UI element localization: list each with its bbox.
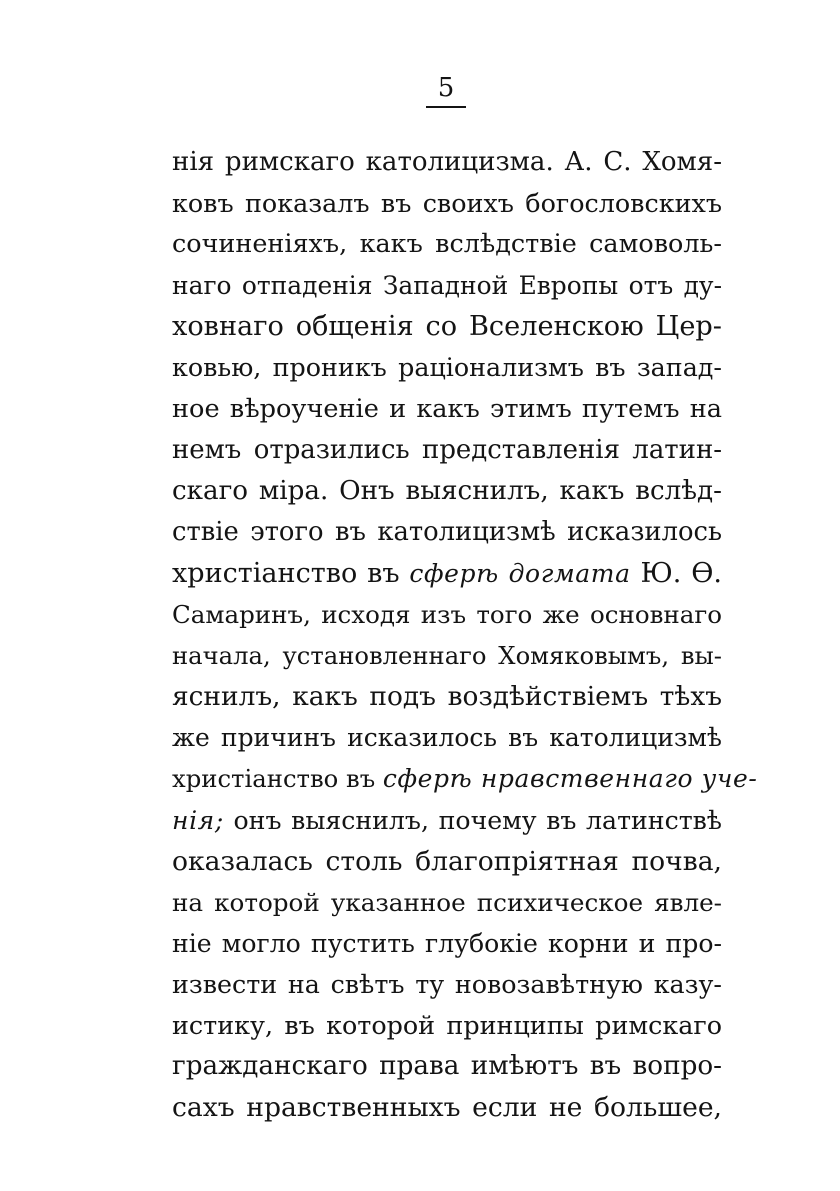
text-segment: нія римскаго католицизма. А. С. Хомя-	[172, 147, 722, 177]
text-line	[172, 512, 722, 553]
body-text	[172, 142, 758, 1128]
italic-phrase: сферѣ нравственнаго уче-	[382, 764, 758, 794]
text-segment: начала, установленнаго Хомяковымъ, вы-	[172, 641, 722, 671]
text-line	[172, 1087, 722, 1128]
text-segment: истику, въ которой принципы римскаго	[172, 1009, 722, 1040]
text-line	[172, 224, 722, 265]
text-segment: Ю. Ѳ.	[630, 557, 722, 589]
text-line	[172, 758, 758, 799]
text-line	[172, 964, 722, 1005]
text-segment: христіанство въ	[172, 557, 410, 589]
text-line	[172, 635, 722, 676]
text-line	[172, 471, 722, 512]
text-segment: немъ отразились представленія латин-	[172, 434, 722, 465]
text-segment: оказалась столь благопріятная почва,	[172, 845, 722, 877]
text-line	[172, 1005, 722, 1046]
text-segment: гражданскаго права имѣютъ въ вопро-	[172, 1051, 722, 1082]
text-line	[172, 800, 722, 841]
text-segment: ковъ показалъ въ своихъ богословскихъ	[172, 188, 722, 219]
page-number: 5	[426, 74, 467, 108]
text-segment: наго отпаденія Западной Европы отъ ду-	[172, 271, 722, 301]
text-line	[172, 430, 722, 471]
page-number-area	[410, 74, 482, 108]
text-segment: сахъ нравственныхъ если не большее,	[172, 1092, 722, 1124]
text-line	[172, 1046, 722, 1087]
text-line	[172, 923, 722, 964]
text-segment: на которой указанное психическое явле-	[172, 887, 722, 917]
text-line	[172, 553, 722, 594]
text-segment: ховнаго общенія со Вселенскою Цер-	[172, 311, 722, 343]
text-line	[172, 717, 722, 758]
text-segment: извести на свѣтъ ту новозавѣтную казу-	[172, 968, 722, 999]
text-line	[172, 882, 722, 923]
italic-phrase: нія;	[172, 805, 224, 835]
text-segment: Самаринъ, исходя изъ того же основнаго	[172, 600, 722, 630]
text-line	[172, 389, 722, 430]
text-line	[172, 841, 722, 882]
text-segment: ніе могло пустить глубокіе корни и про-	[172, 928, 722, 958]
text-segment: онъ выяснилъ, почему въ латинствѣ	[223, 805, 722, 835]
text-segment: же причинъ исказилось въ католицизмѣ	[172, 723, 722, 753]
text-segment: яснилъ, какъ подъ воздѣйствіемъ тѣхъ	[172, 681, 722, 713]
text-line	[172, 347, 722, 388]
text-segment: христіанство въ	[172, 764, 383, 794]
text-line	[172, 594, 722, 635]
text-line	[172, 183, 722, 224]
text-segment: ствіе этого въ католицизмѣ исказилось	[172, 516, 722, 547]
text-segment: ное вѣроученіе и какъ этимъ путемъ на	[172, 393, 722, 424]
text-line	[172, 265, 722, 306]
italic-phrase: сферѣ догмата	[409, 558, 631, 588]
text-segment: сочиненіяхъ, какъ вслѣдствіе самоволь-	[172, 229, 722, 260]
text-line	[172, 306, 722, 347]
text-line	[172, 142, 722, 183]
text-segment: ковью, проникъ раціонализмъ въ запад-	[172, 352, 722, 383]
text-line	[172, 676, 722, 717]
text-segment: скаго міра. Онъ выяснилъ, какъ вслѣд-	[172, 475, 722, 506]
